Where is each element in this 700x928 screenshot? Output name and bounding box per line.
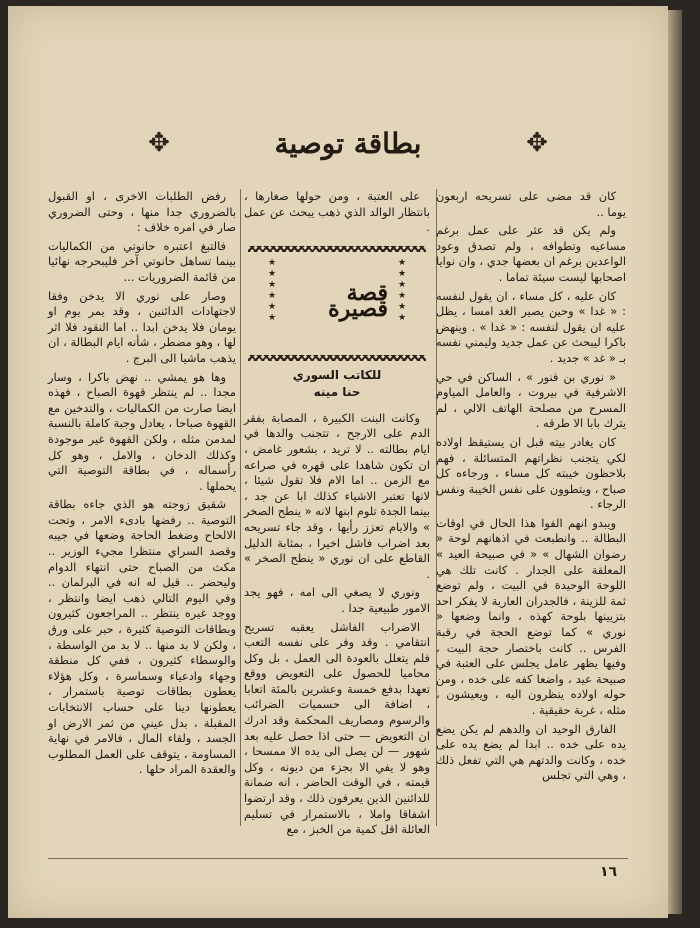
text-column-left	[48, 189, 236, 838]
zigzag-border	[248, 355, 426, 361]
paragraph: وكانت البنت الكبيرة ، المصابة بفقر الدم على الارجح ، تتجنب والدها في ايام بطالته .. لا تريد ، بشعور غامض ، ان تكون شاهدا على قهره في صراعه مع الزمن .. اما الام فلا تقول شيئا ، لانها تعتبر الاشياء كذلك ابا عن جد ، بينما الجدة تلوم ابنها لانه « ينطح الصخر » والايام تعزز رأيها ، وقد جاء تسريحه بعد اضراب فاشل اخيرا ، بمثابة الدليل القاطع على ان نوري « ينطح الصخر » .	[244, 410, 430, 581]
story-type-label: قصة قصيرة	[328, 280, 388, 322]
paragraph: رفض الطلبات الاخرى ، او القبول بالضروري جدا منها ، وحتى الضروري صار في امره خلاف :	[48, 189, 236, 235]
footer-divider	[48, 858, 628, 859]
paragraph: ولم يكن قد عثر على عمل برغم مساعيه وتطوافه ، ولم تصدق وعود الواعدين برغم ان بعضها جدي ، وان نوايا اصحابها ليست سيئة تماما .	[436, 223, 626, 284]
paragraph: ويبدو انهم الفوا هذا الحال في اوقات البطالة .. وانطبعت في اذهانهم لوحة « رضوان الشهال » « في صبيحة العيد » المعلقة على الجدار . كانت تلك هي اللوحة الوحيدة في البيت ، ولم توضع ثمة للزينة ، فالجدران العارية لا يفكر احد بتزيينها بلوحة كهذه ، وانما وضعها « نوري » كما توضع الحجة في رقبة الفرس .. كانت باختصار حجة البيت ، وفيها يظهر عامل يجلس على العتبة في صبيحة عيد ، واضعا كفه على خده ، ومن حوله اولاده ينظرون اليه ، ويعيشون ، مثله ، غربة حقيقية .	[436, 515, 626, 717]
paragraph: وها هو يمشي .. نهض باكرا ، وسار مجدا .. لم ينتظر قهوة الصباح ، فهذه ايضا صارت من الكماليات ، والتدخين مع القهوة صباحا ، يعادل وجبة كاملة بالنسبة لمدمن مثله ، ولكن القهوة غير موجودة وكذلك الدخان ، والامل ، وهو كل رأسماله ، في بطاقة التوصية التي يحملها .	[48, 369, 236, 493]
page-edge	[668, 10, 682, 914]
paragraph: شقيق زوجته هو الذي جاءه بطاقة التوصية .. رفضها بادىء الامر ، وتحت الالحاح وضغط الحاجة وضعها في جيبه وقصد السراي منتظرا مجيء الوزير .. مكث من الصباح حتى انتهاء الدوام وليحضر .. قيل له انه في البرلمان .. وفي اليوم التالي ذهب ايضا وانتظر ، ووجد غيره ينتظر .. المراجعون كثيرون وبطاقات التوصية كثيرة ، حبر على ورق ، ولكن لا بد منها .. لا بد من الواسطة ، والوسطاء كثيرون ، ففي كل منطقة وجهاء وادعياء وسماسرة ، وكل هؤلاء يعطون بطاقات توصية باستمرار ، يعطونها دينا على حساب الانتخابات المقبلة ، بدل عيني من ثمر الارض او الجسد ، ولقاء المال ، فالامر في نهاية المساومة ، يتوقف على العمل المطلوب والعقدة المراد حلها .	[48, 497, 236, 777]
author-line: للكاتب السوري	[292, 367, 382, 382]
paragraph: فالتبغ اعتبره حانوتي من الكماليات بينما تساهل حانوتي آخر فليبحرجه نهائيا من قائمة الضروريات ...	[48, 238, 236, 284]
paragraph: كان قد مضى على تسريحه اربعون يوما ..	[436, 189, 626, 219]
stars-decoration-icon: ★★★★★★	[267, 257, 277, 323]
author-byline	[244, 367, 430, 401]
paragraph: كان يغادر بيته قبل ان يستيقظ اولاده لكي يتجنب نظراتهم المتسائلة ، فهم بلاحظون خيبته كل مساء ، ورجاءه كل صباح ، ويتطوون على نفس الخيبة ونفس الرجاء .	[436, 434, 626, 512]
author-name: حنا مينه	[313, 384, 361, 399]
paragraph: الاضراب الفاشل يعقبه تسريح انتقامي . وقد وفر على نفسه التعب فلم يتعلل بالعودة الى العمل ، بل وكل محاميا للحصول على التعويض ووقع تعهدا بدفع خمسة وعشرين بالمئة اتعابا ، اضافة الى حسميات الضرائب والرسوم ومصاريف المحكمة وقد ادرك ان التعويض — حتى اذا حصل عليه بعد شهور — لن يصل الى يده الا ممسحا ، وهو لا يفي الا بجزء من ديونه ، وكل قيمته ، في الوقت الحاضر ، انه ضمانة للدائنين الذين يعرفون ذلك ، وقد ارتضوا اشفاقا واملا ، بالاستمرار في تسليم العائلة اقل كمية من الخبز ، مع	[244, 619, 430, 837]
page-number: ١٦	[600, 864, 618, 880]
magazine-page	[8, 6, 668, 918]
text-column-right	[436, 189, 626, 838]
ornament-right-icon: ✥	[526, 128, 548, 158]
text-column-middle	[244, 189, 430, 838]
short-story-banner	[244, 246, 430, 361]
zigzag-border	[248, 246, 426, 252]
column-divider	[240, 189, 241, 826]
stars-decoration-icon: ★★★★★★	[397, 257, 407, 323]
paragraph: على العتبة ، ومن حولها صغارها ، بانتظار الوالد الذي ذهب يبحث عن عمل .	[244, 189, 430, 235]
paragraph: ونوري لا يصغي الى امه ، فهو يجد الامور طبيعية جدا .	[244, 585, 430, 615]
article-header	[148, 124, 548, 164]
paragraph: الفارق الوحيد ان والدهم لم يكن يضع يده على خده .. ابدا لم يضع يده على خده ، وكانت والدتهم هي التي تفعل ذلك ، وهي التي تجلس	[436, 721, 626, 783]
paragraph: كان عليه ، كل مساء ، ان يقول لنفسه : « غدا » وحين يصير الغد امسا ، يظل عليه ان يقول لنفسه : « غدا » . وينهض باكرا ليبحث عن عمل جديد وليمني نفسه بـ « غد » جديد .	[436, 288, 626, 365]
paragraph: « نوري بن فنور » ، الساكن في حي الاشرفية في بيروت ، والعامل المياوم المسرح من مصلحة الهاتف الالي ، لم يترك بابا الا طرقه .	[436, 369, 626, 431]
paragraph: وصار على نوري الا يدخن وفقا لاجتهادات الدائنين ، وقد يمر يوم او يومان فلا يدخن ابدا .. اما النقود فلا اثر لها ، وهو مضطر ، شأنه ايام البطالة ، ان يذهب ماشيا الى البرج .	[48, 288, 236, 365]
ornament-left-icon: ✥	[148, 128, 170, 158]
article-title: بطاقة توصية	[274, 127, 422, 160]
